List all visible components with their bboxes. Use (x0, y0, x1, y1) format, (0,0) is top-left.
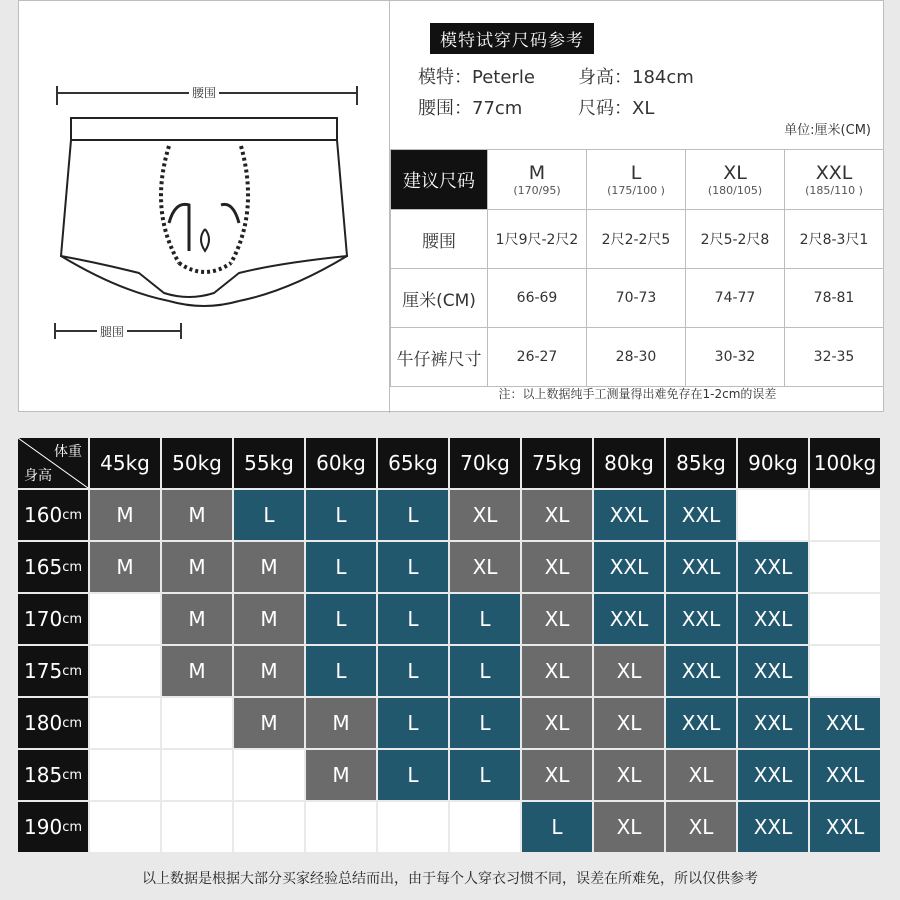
table-row (391, 328, 884, 387)
size-cell: XL (522, 542, 592, 592)
corner-weight-label: 体重 (54, 444, 82, 460)
weight-header: 80kg (594, 438, 664, 488)
size-cell (234, 750, 304, 800)
size-cell: XXL (738, 802, 808, 852)
size-cell (450, 802, 520, 852)
size-cell: M (90, 490, 160, 540)
size-cell (162, 802, 232, 852)
size-cell (90, 750, 160, 800)
size-cell: XL (522, 594, 592, 644)
size-cell (162, 698, 232, 748)
size-cell (90, 646, 160, 696)
size-cell: XL (594, 802, 664, 852)
height-unit: cm (62, 611, 82, 627)
size-cell: M (162, 594, 232, 644)
size-cell: XXL (594, 490, 664, 540)
height-weight-grid (18, 438, 884, 852)
size-cell (810, 594, 880, 644)
model-height-label: 身高： (578, 67, 632, 88)
size-header-label: 建议尺码 (391, 150, 488, 210)
table-cell: 2尺8-3尺1 (785, 210, 884, 269)
size-cell (810, 646, 880, 696)
size-cell: XXL (666, 490, 736, 540)
size-name: M (528, 162, 546, 184)
size-cell: XXL (594, 542, 664, 592)
size-cell: XL (594, 698, 664, 748)
height-value: 175 (24, 659, 63, 683)
size-cell: XL (594, 646, 664, 696)
height-header (18, 542, 88, 592)
weight-header: 85kg (666, 438, 736, 488)
model-waist-value: 77cm (472, 98, 523, 119)
size-cell (90, 802, 160, 852)
size-col (587, 150, 686, 210)
size-cell: XXL (738, 698, 808, 748)
table-cell: 78-81 (785, 269, 884, 328)
size-cell: XXL (666, 594, 736, 644)
size-cell: M (162, 542, 232, 592)
height-unit: cm (62, 819, 82, 835)
size-cell: M (162, 646, 232, 696)
height-unit: cm (62, 715, 82, 731)
weight-header: 90kg (738, 438, 808, 488)
size-cell: L (450, 698, 520, 748)
size-grid (18, 438, 884, 852)
size-col (488, 150, 587, 210)
size-cell: M (234, 542, 304, 592)
size-cell (738, 490, 808, 540)
size-col (785, 150, 884, 210)
size-cell (90, 698, 160, 748)
height-value: 170 (24, 607, 63, 631)
weight-header: 50kg (162, 438, 232, 488)
size-cell: L (234, 490, 304, 540)
size-cell (306, 802, 376, 852)
table-row (391, 210, 884, 269)
size-name: XL (723, 162, 747, 184)
model-size-label: 尺码： (578, 98, 632, 119)
weight-header: 65kg (378, 438, 448, 488)
weight-header: 60kg (306, 438, 376, 488)
size-cell: L (450, 750, 520, 800)
height-value: 185 (24, 763, 63, 787)
size-cell: XXL (738, 750, 808, 800)
table-cell: 28-30 (587, 328, 686, 387)
size-cell (234, 802, 304, 852)
leg-measure-label: 腿围 (97, 323, 127, 340)
waist-measure-label: 腰围 (189, 84, 219, 101)
size-cell: XXL (666, 542, 736, 592)
size-name: XXL (815, 162, 853, 184)
size-spec: (175/100 ) (607, 184, 665, 197)
model-name (418, 63, 535, 89)
height-value: 165 (24, 555, 63, 579)
height-unit: cm (62, 507, 82, 523)
corner-height-label: 身高 (24, 468, 52, 484)
size-cell: XXL (666, 646, 736, 696)
table-cell: 70-73 (587, 269, 686, 328)
table-cell: 32-35 (785, 328, 884, 387)
weight-header: 55kg (234, 438, 304, 488)
size-cell: L (378, 542, 448, 592)
size-cell: XL (522, 646, 592, 696)
height-unit: cm (62, 559, 82, 575)
size-cell: L (306, 490, 376, 540)
weight-header: 100kg (810, 438, 880, 488)
size-cell (810, 490, 880, 540)
size-cell: L (522, 802, 592, 852)
model-and-size-info (390, 1, 885, 413)
table-cell: 2尺5-2尺8 (686, 210, 785, 269)
size-cell: M (234, 594, 304, 644)
size-col (686, 150, 785, 210)
row-label: 牛仔裤尺寸 (391, 328, 488, 387)
size-cell: XXL (738, 646, 808, 696)
footer-disclaimer: 以上数据是根据大部分买家经验总结而出，由于每个人穿衣习惯不同，误差在所难免，所以仅供参考 (142, 871, 758, 887)
row-label: 腰围 (391, 210, 488, 269)
model-waist-label: 腰围： (418, 98, 472, 119)
height-header (18, 490, 88, 540)
size-spec: (170/95) (513, 184, 561, 197)
height-header (18, 594, 88, 644)
size-cell: XL (522, 698, 592, 748)
row-label: 厘米(CM) (391, 269, 488, 328)
table-note: 注：以上数据纯手工测量得出难免存在1-2cm的误差 (498, 387, 777, 401)
size-cell: L (378, 594, 448, 644)
height-header (18, 802, 88, 852)
size-name: L (630, 162, 642, 184)
size-cell (162, 750, 232, 800)
size-info-panel (18, 0, 884, 412)
height-unit: cm (62, 663, 82, 679)
model-height-value: 184cm (632, 67, 694, 88)
height-header (18, 750, 88, 800)
size-cell: XL (522, 750, 592, 800)
size-cell: L (450, 646, 520, 696)
size-cell: XXL (666, 698, 736, 748)
size-cell: XXL (810, 750, 880, 800)
size-cell: XL (522, 490, 592, 540)
height-value: 190 (24, 815, 63, 839)
height-value: 180 (24, 711, 63, 735)
size-cell: XXL (594, 594, 664, 644)
height-header (18, 698, 88, 748)
table-cell: 66-69 (488, 269, 587, 328)
model-size (578, 94, 654, 120)
size-cell (378, 802, 448, 852)
size-cell: M (306, 750, 376, 800)
size-cell (810, 542, 880, 592)
size-cell: L (306, 542, 376, 592)
height-header (18, 646, 88, 696)
table-cell: 26-27 (488, 328, 587, 387)
size-cell: M (306, 698, 376, 748)
model-name-label: 模特： (418, 67, 472, 88)
model-banner: 模特试穿尺码参考 (430, 23, 594, 54)
size-cell: L (378, 646, 448, 696)
size-cell: M (234, 698, 304, 748)
size-cell: XL (450, 490, 520, 540)
underwear-illustration (19, 1, 390, 413)
size-cell: L (378, 490, 448, 540)
size-spec: (185/110 ) (805, 184, 863, 197)
model-name-value: Peterle (472, 67, 535, 88)
height-unit: cm (62, 767, 82, 783)
model-size-value: XL (632, 98, 655, 119)
weight-header: 70kg (450, 438, 520, 488)
size-cell: M (162, 490, 232, 540)
size-cell: L (450, 594, 520, 644)
size-header-row (391, 150, 884, 210)
size-cell: XL (666, 750, 736, 800)
grid-corner (18, 438, 88, 488)
size-cell: M (90, 542, 160, 592)
size-cell: L (306, 646, 376, 696)
size-cell: XXL (738, 594, 808, 644)
size-cell: L (378, 698, 448, 748)
size-cell (90, 594, 160, 644)
boxer-drawing (19, 1, 390, 413)
size-cell: XL (666, 802, 736, 852)
size-chart-table (390, 149, 884, 387)
unit-note: 单位:厘米(CM) (784, 123, 871, 138)
table-cell: 30-32 (686, 328, 785, 387)
size-cell: XL (594, 750, 664, 800)
size-cell: XXL (738, 542, 808, 592)
size-cell: XL (450, 542, 520, 592)
size-cell: XXL (810, 698, 880, 748)
table-cell: 1尺9尺-2尺2 (488, 210, 587, 269)
model-waist (418, 94, 522, 120)
table-cell: 2尺2-2尺5 (587, 210, 686, 269)
size-cell: L (306, 594, 376, 644)
weight-header: 45kg (90, 438, 160, 488)
height-value: 160 (24, 503, 63, 527)
size-cell: M (234, 646, 304, 696)
weight-header: 75kg (522, 438, 592, 488)
model-height (578, 63, 694, 89)
table-cell: 74-77 (686, 269, 785, 328)
size-cell: XXL (810, 802, 880, 852)
size-spec: (180/105) (707, 184, 763, 197)
size-cell: L (378, 750, 448, 800)
table-row (391, 269, 884, 328)
